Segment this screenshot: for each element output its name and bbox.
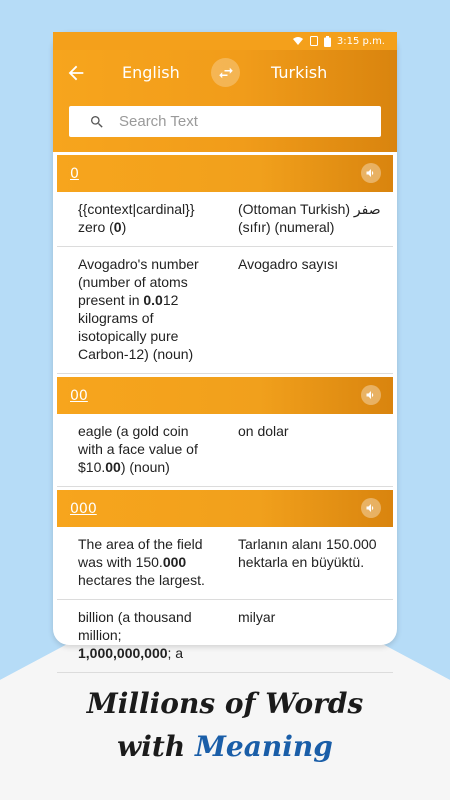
translation-row[interactable] (57, 600, 393, 673)
english-text: Avogadro's number (number of atoms present in 0.012 kilograms of isotopically pure Carbon-12) (noun) (78, 256, 199, 362)
english-text: The area of the field was with 150.000 hectares the largest. (78, 536, 205, 588)
turkish-text: Avogadro sayısı (238, 256, 339, 272)
speaker-icon (365, 167, 377, 179)
speaker-button[interactable] (361, 498, 381, 518)
swap-languages-button[interactable] (211, 58, 240, 87)
word-header[interactable] (57, 377, 393, 414)
speaker-button[interactable] (361, 163, 381, 183)
search-input[interactable] (119, 113, 359, 130)
translation-row[interactable] (57, 527, 393, 600)
turkish-text: (Ottoman Turkish) صفر (sıfır) (numeral) (238, 201, 381, 235)
turkish-text: Tarlanın alanı 150.000 hektarla en büyüktü. (238, 536, 377, 570)
english-text: billion (a thousand million; 1,000,000,000; a (78, 609, 192, 661)
word-header[interactable] (57, 490, 393, 527)
source-language-button[interactable]: English (122, 63, 180, 82)
status-time: 3:15 p.m. (336, 35, 385, 47)
search-icon (89, 114, 105, 130)
english-text: {{context|cardinal}} zero (0) (78, 201, 195, 235)
headword-link[interactable]: 0 (70, 165, 79, 182)
speaker-icon (365, 502, 377, 514)
headword-link[interactable]: 00 (70, 387, 88, 404)
tagline-line2: with Meaning (117, 730, 333, 763)
app-bar (53, 50, 397, 152)
turkish-text: on dolar (238, 423, 289, 439)
tagline-highlight: Meaning (194, 730, 333, 763)
speaker-icon (365, 389, 377, 401)
translation-row[interactable] (57, 192, 393, 247)
tagline-line1: Millions of Words (86, 687, 364, 720)
search-box[interactable] (69, 106, 381, 137)
swap-arrows-icon (217, 64, 235, 82)
turkish-text: milyar (238, 609, 276, 625)
speaker-button[interactable] (361, 385, 381, 405)
battery-icon (324, 36, 331, 47)
target-language-button[interactable]: Turkish (271, 63, 328, 82)
sim-icon (310, 36, 318, 46)
back-arrow-icon[interactable] (65, 62, 87, 84)
english-text: eagle (a gold coin with a face value of $10.00) (noun) (78, 423, 198, 475)
results-list (53, 152, 397, 661)
word-header[interactable] (57, 155, 393, 192)
status-bar (53, 32, 397, 50)
translation-row[interactable] (57, 414, 393, 487)
headword-link[interactable]: 000 (70, 500, 97, 517)
translation-row[interactable] (57, 247, 393, 374)
wifi-icon (292, 36, 304, 46)
phone-screen (53, 32, 397, 661)
